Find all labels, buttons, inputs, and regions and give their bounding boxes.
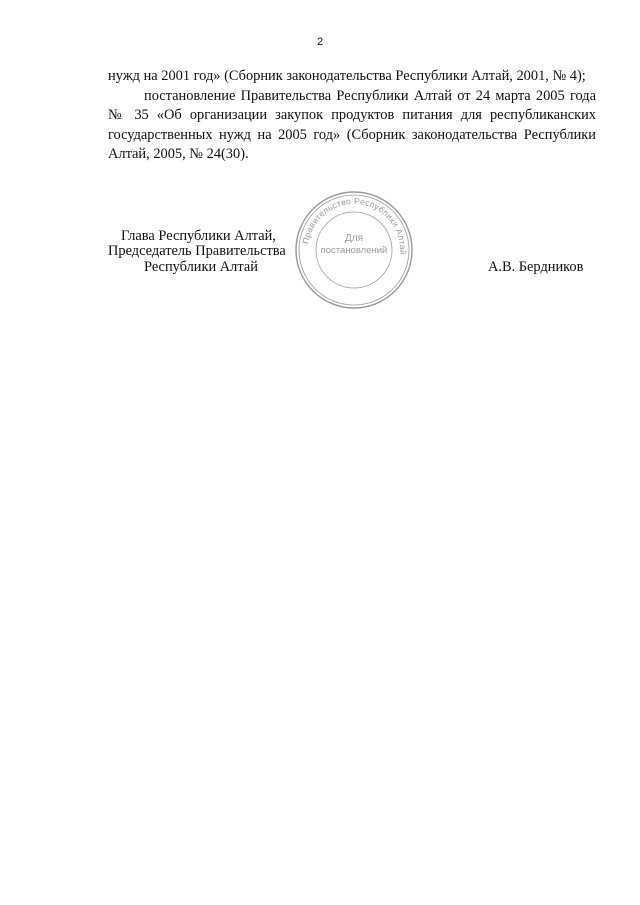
seal-outer-text: Правительство Республики Алтай [300,195,409,256]
paragraph-resolution-reference: постановление Правительства Республики Алтай от 24 марта 2005 года № 35 «Об организации закупок продуктов питания для республиканских государственных нужд на 2005 год» (Сборник законодательства Республики Алтай, 2005, № 24(30). [108,87,596,162]
official-seal-stamp [293,189,415,311]
document-body [108,67,596,165]
seal-center-line-1: Для [344,233,364,244]
signatory-title-line-1: Глава Республики Алтай, [121,228,276,244]
signatory-title-line-3: Республики Алтай [144,259,258,275]
seal-center-line-2: постановлений [320,245,388,256]
signatory-title-line-2: Председатель Правительства [108,243,286,259]
paragraph-continuation: нужд на 2001 год» (Сборник законодательства Республики Алтай, 2001, № 4); [108,68,586,84]
signatory-name: А.В. Бердников [488,259,584,275]
page-number: 2 [316,36,324,48]
